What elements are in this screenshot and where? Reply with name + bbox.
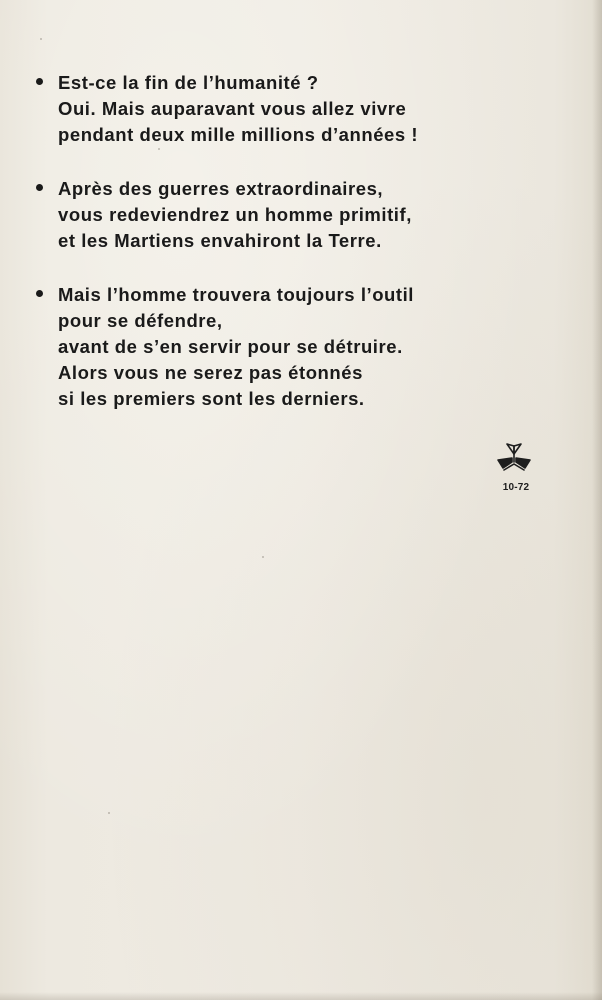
blurb-line: et les Martiens envahiront la Terre. — [58, 230, 382, 251]
blurb-line: Oui. Mais auparavant vous allez vivre — [58, 98, 407, 119]
blurb-line: avant de s’en servir pour se détruire. — [58, 336, 403, 357]
bullet-icon — [36, 78, 43, 85]
blurb-paragraph-3 — [34, 282, 554, 412]
publication-code: 10-72 — [502, 482, 530, 493]
blurb-paragraph-2 — [34, 176, 554, 254]
blurb-paragraph-1 — [34, 70, 554, 148]
publisher-emblem-icon — [494, 440, 534, 476]
blurb-line: Mais l’homme trouvera toujours l’outil — [58, 284, 414, 305]
blurb-line: pendant deux mille millions d’années ! — [58, 124, 419, 145]
page-edge-shadow-right — [592, 0, 602, 1000]
paper-speck — [108, 812, 110, 814]
bullet-icon — [36, 184, 43, 191]
bullet-icon — [36, 290, 43, 297]
blurb-line: Alors vous ne serez pas étonnés — [58, 362, 363, 383]
paper-speck — [40, 38, 42, 40]
back-cover-blurb — [34, 70, 554, 440]
paper-speck — [262, 556, 264, 558]
blurb-line: Est-ce la fin de l’humanité ? — [58, 72, 319, 93]
blurb-line: vous redeviendrez un homme primitif, — [58, 204, 412, 225]
blurb-line: pour se défendre, — [58, 310, 223, 331]
page-edge-shadow-bottom — [0, 992, 602, 1000]
blurb-line: si les premiers sont les derniers. — [58, 388, 365, 409]
blurb-line: Après des guerres extraordinaires, — [58, 178, 384, 199]
